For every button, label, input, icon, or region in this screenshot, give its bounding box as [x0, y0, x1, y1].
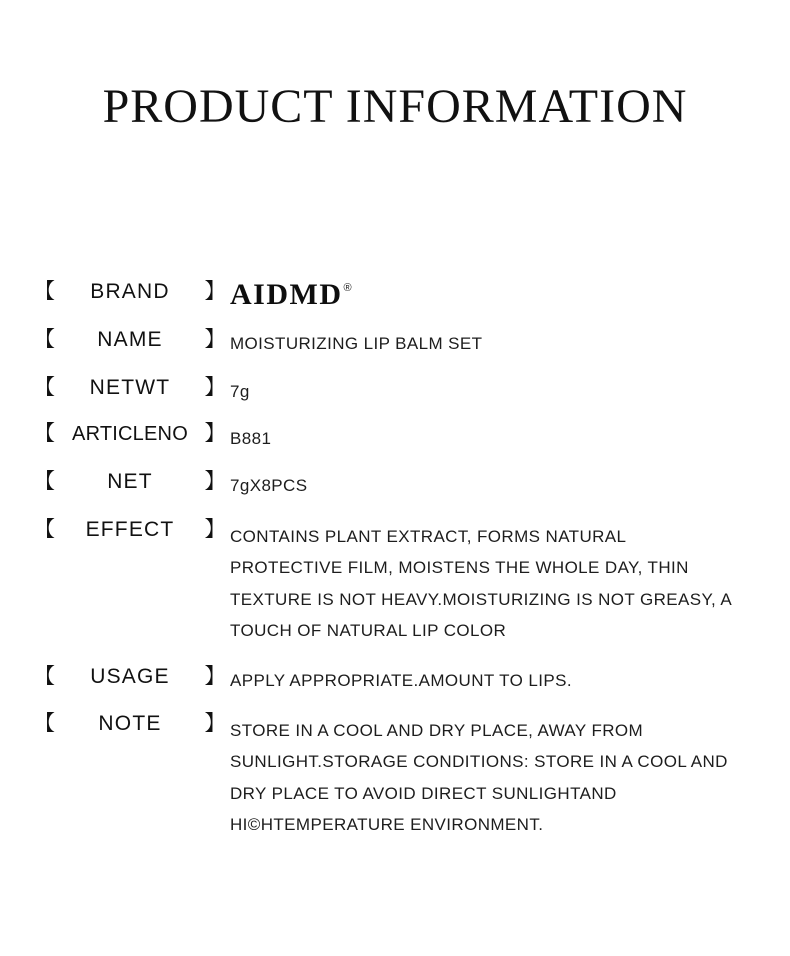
bracket-right: 】: [204, 517, 226, 541]
table-row: [34, 376, 750, 405]
bracket-right: 】: [204, 280, 226, 304]
bracket-left: 【: [34, 375, 56, 399]
bracket-right: 】: [204, 328, 226, 352]
bracket-right: 】: [204, 375, 226, 399]
bracket-left: 【: [34, 280, 56, 304]
spec-value-note: STORE IN A COOL AND DRY PLACE, AWAY FROM SUNLIGHT.STORAGE CONDITIONS: STORE IN A COOL AND DRY PLACE TO AVOID DIRECT SUNLIGHTAND HI©HTEMPERATURE ENVIRONMENT.: [230, 720, 728, 835]
spec-value-net: 7gX8PCS: [230, 476, 308, 496]
spec-label-note: [34, 712, 230, 736]
spec-label-text: NAME: [97, 328, 163, 352]
spec-label-text: BRAND: [90, 280, 170, 304]
spec-label-name: [34, 328, 230, 352]
spec-label-articleno: [34, 423, 230, 446]
spec-value-name: MOISTURIZING LIP BALM SET: [230, 334, 483, 354]
spec-label-brand: [34, 280, 230, 304]
spec-label-text: USAGE: [90, 664, 170, 688]
brand-logo-text: AIDMD: [230, 278, 343, 312]
spec-label-text: EFFECT: [85, 517, 175, 541]
bracket-left: 【: [34, 470, 56, 494]
spec-value-articleno: B881: [230, 429, 272, 449]
table-row: [34, 712, 750, 841]
registered-trademark-icon: ®: [343, 282, 352, 295]
bracket-left: 【: [34, 664, 56, 688]
spec-label-text: ARTICLENO: [72, 423, 188, 446]
specification-table: [0, 280, 790, 840]
bracket-left: 【: [34, 422, 56, 446]
bracket-right: 】: [204, 664, 226, 688]
spec-label-usage: [34, 665, 230, 689]
spec-label-text: NETWT: [89, 375, 171, 399]
spec-label-netwt: [34, 376, 230, 400]
bracket-left: 【: [34, 711, 56, 735]
spec-label-text: NET: [107, 470, 153, 494]
spec-value-brand: [230, 280, 740, 310]
bracket-right: 】: [204, 470, 226, 494]
spec-value-usage: APPLY APPROPRIATE.AMOUNT TO LIPS.: [230, 670, 572, 690]
bracket-left: 【: [34, 517, 56, 541]
table-row: [34, 328, 750, 357]
spec-value-netwt: 7g: [230, 381, 250, 401]
table-row: [34, 518, 750, 647]
table-row: [34, 280, 750, 310]
bracket-right: 】: [204, 711, 226, 735]
bracket-left: 【: [34, 328, 56, 352]
spec-label-effect: [34, 518, 230, 542]
table-row: [34, 665, 750, 694]
table-row: [34, 470, 750, 499]
table-row: [34, 423, 750, 452]
page-title: PRODUCT INFORMATION: [102, 80, 688, 133]
spec-label-net: [34, 470, 230, 494]
bracket-right: 】: [204, 422, 226, 446]
spec-value-effect: CONTAINS PLANT EXTRACT, FORMS NATURAL PROTECTIVE FILM, MOISTENS THE WHOLE DAY, THIN TEXTURE IS NOT HEAVY.MOISTURIZING IS NOT GREASY, A TOUCH OF NATURAL LIP COLOR: [230, 526, 732, 641]
spec-label-text: NOTE: [98, 711, 162, 735]
